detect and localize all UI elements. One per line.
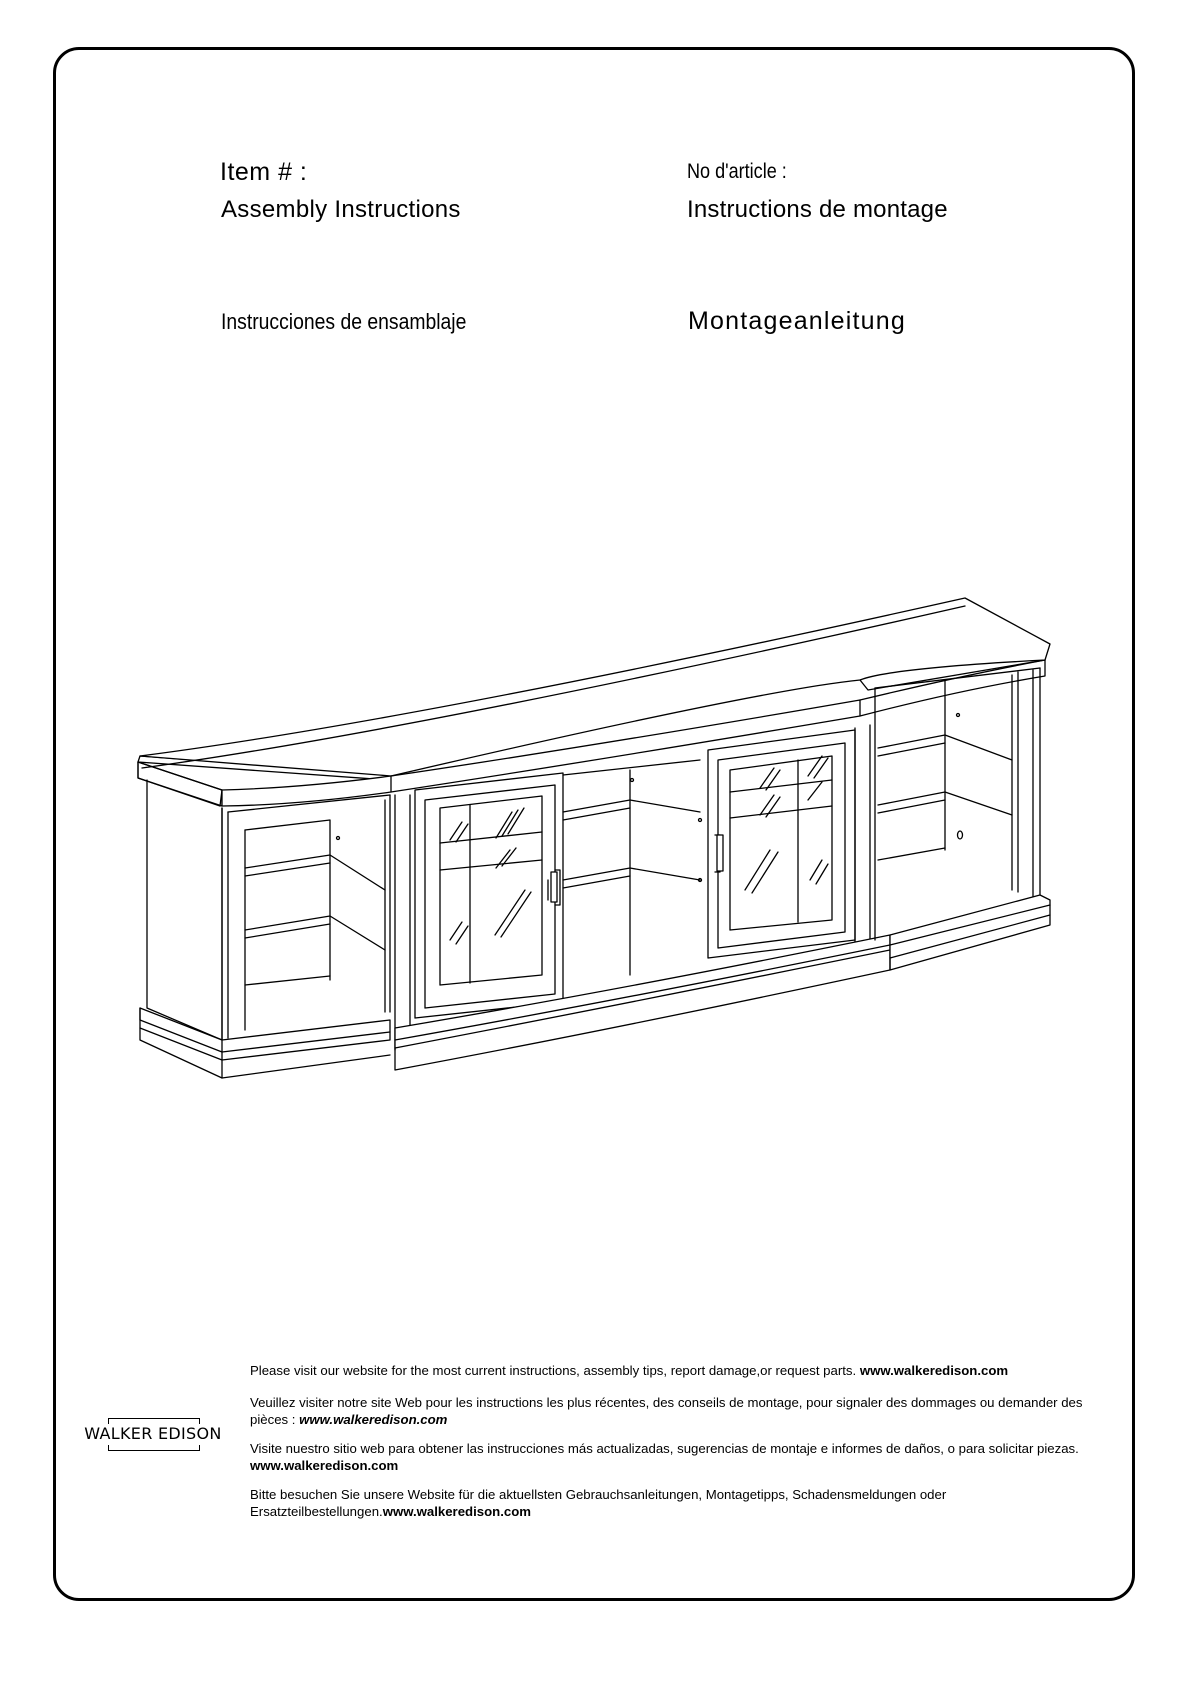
top-panel <box>138 598 1050 806</box>
logo-text: WALKER EDISON <box>84 1424 222 1443</box>
logo-bar-bottom <box>108 1445 200 1451</box>
montageanleitung-title: Montageanleitung <box>688 307 906 335</box>
item-number-label: Item # : <box>220 158 308 186</box>
notice-french <box>250 1394 1105 1428</box>
left-cabinet <box>140 780 390 1078</box>
no-article-label: No d'article : <box>687 160 787 183</box>
notice-german <box>250 1486 1105 1520</box>
notice-spanish-text: Visite nuestro sitio web para obtener las instrucciones más actualizadas, sugerencias de montaje e informes de daños, o para solicitar piezas. <box>250 1441 1079 1456</box>
instrucciones-de-ensamblaje-title: Instrucciones de ensamblaje <box>221 309 467 334</box>
assembly-instructions-title: Assembly Instructions <box>221 196 461 223</box>
notice-english-text: Please visit our website for the most current instructions, assembly tips, report damage,or request parts. <box>250 1363 860 1378</box>
notice-english <box>250 1362 1105 1379</box>
instructions-de-montage-title: Instructions de montage <box>687 196 948 223</box>
center-cabinet <box>395 725 890 1070</box>
tv-stand-illustration <box>125 590 1060 1095</box>
walker-edison-logo <box>82 1418 224 1456</box>
right-cabinet <box>875 668 1050 970</box>
notice-spanish <box>250 1440 1105 1474</box>
notice-french-text: Veuillez visiter notre site Web pour les instructions les plus récentes, des conseils de montage, pour signaler des dommages ou demander des pièces : <box>250 1395 1083 1427</box>
notice-spanish-url[interactable]: www.walkeredison.com <box>250 1458 399 1473</box>
notice-english-url[interactable]: www.walkeredison.com <box>859 1363 1009 1378</box>
notice-german-url[interactable]: www.walkeredison.com <box>382 1504 531 1519</box>
notice-french-url[interactable]: www.walkeredison.com <box>299 1412 448 1427</box>
notice-german-text: Bitte besuchen Sie unsere Website für die aktuellsten Gebrauchsanleitungen, Montagetipps, Schadensmeldungen oder Ersatzteilbestellungen. <box>250 1487 947 1519</box>
